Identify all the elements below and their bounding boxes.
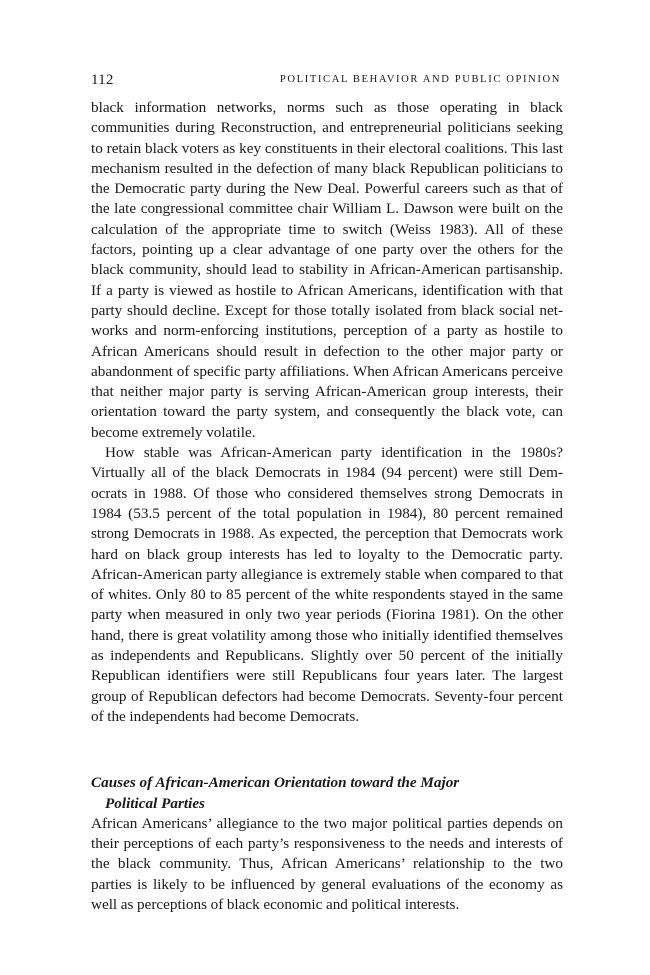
paragraph-party-stability: How stable was African-American party identification in the 1980s? Virtually all of the black Democrats in 1984 (94 percent) were still Democrats in 1988. Of those who considered themselves strong Democrats in 1984 (53.5 percent of the total population in 1984), 80 percent remained strong Democrats in 1988. As expected, the perception that Democrats work hard on black group interests has led to loyalty to the Democratic party. African-American party allegiance is extremely stable when compared to that of whites. Only 80 to 85 percent of the white respondents stayed in the same party when measured in only two year periods (Fiorina 1981). On the other hand, there is great volatility among those who initially identified themselves as independents and Republicans. Slightly over 50 percent of the initially Republican identifiers were still Republicans four years later. The largest group of Republican defectors had become Democrats. Seventy-four percent of the independents had become Democrats. bbox=[91, 444, 563, 725]
book-page bbox=[91, 72, 563, 915]
section-heading bbox=[91, 773, 563, 814]
running-head bbox=[91, 72, 563, 94]
running-title: POLITICAL BEHAVIOR AND PUBLIC OPINION bbox=[279, 74, 561, 85]
paragraph-continued: black information networks, norms such as those operating in black communities during Reconstruction, and entrepreneurial politicians seeking to retain black voters as key constituents in their electoral coalitions. This last mechanism resulted in the defection of many black Republican politicians to the Democratic party during the New Deal. Powerful careers such as that of the late congressional committee chair William L. Dawson were built on the calculation of the appropriate time to switch (Weiss 1983). All of these factors, pointing up a clear advantage of one party over the others for the black community, should lead to stability in African-American partisanship. If a party is viewed as hostile to African Americans, identification with that party should decline. Except for those totally isolated from black social networks and norm-enforcing institutions, perception of a party as hostile to African Americans should result in defection to the other major party or abandonment of specific party affiliations. When African Americans perceive that neither major party is serving African-American group interests, their orientation toward the party system, and consequently the black vote, can become extremely volatile. bbox=[91, 99, 563, 441]
section-heading-line2: Political Parties bbox=[105, 794, 205, 812]
body-text bbox=[91, 98, 563, 915]
section-heading-line1: Causes of African-American Orientation toward the Major bbox=[91, 774, 460, 792]
page-number: 112 bbox=[91, 72, 114, 88]
section-paragraph: African Americans’ allegiance to the two major political parties depends on their perceptions of each party’s responsiveness to the needs and interests of the black community. Thus, African Americans’ relationship to the two parties is likely to be influenced by general evaluations of the economy as well as perceptions of black economic and political interests. bbox=[91, 814, 563, 913]
